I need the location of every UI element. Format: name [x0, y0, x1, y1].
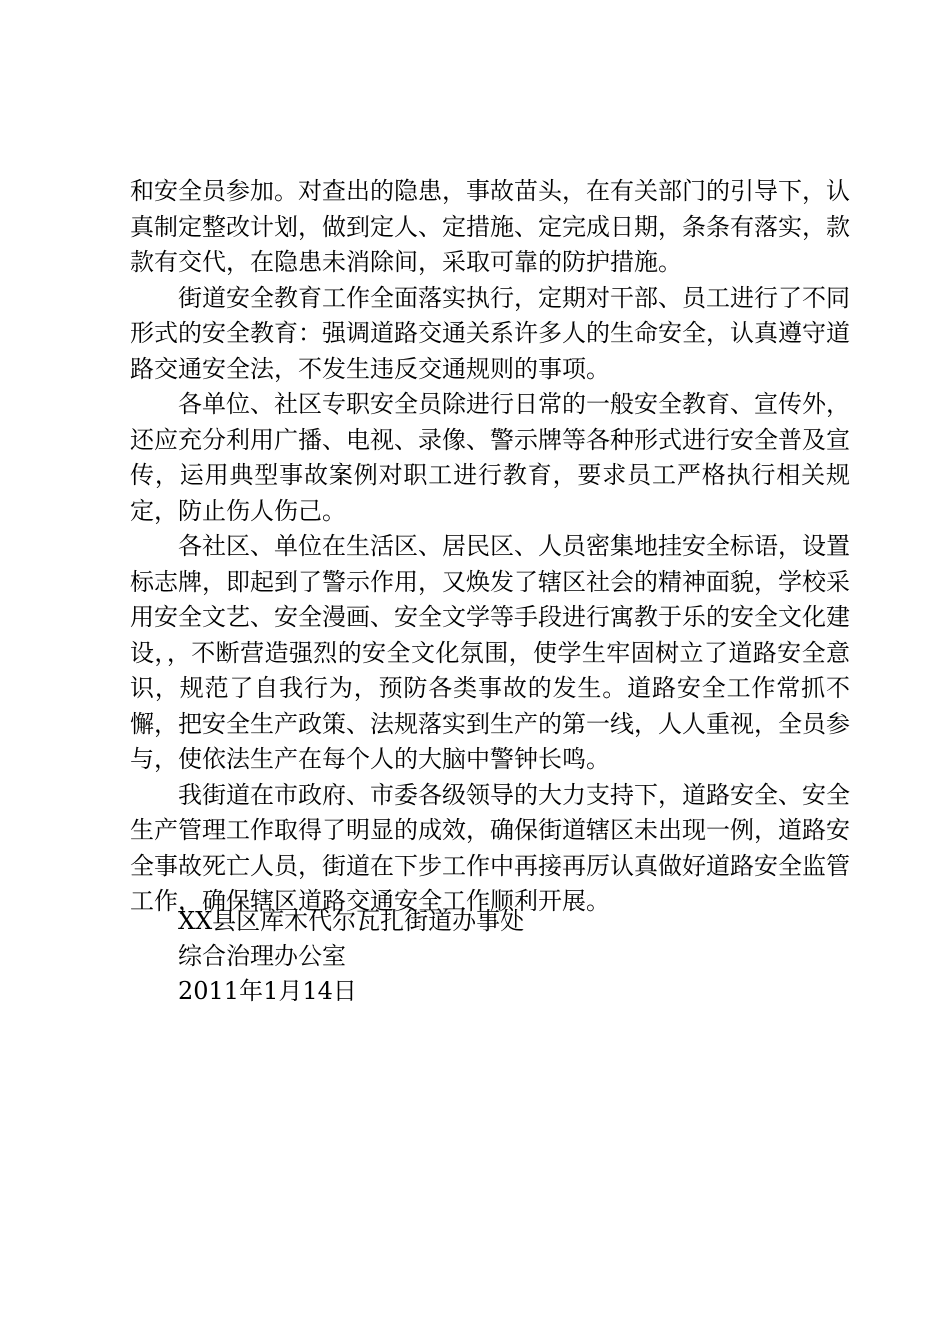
- signature-block: [178, 904, 524, 1009]
- signature-date: 2011年1月14日: [178, 977, 357, 1005]
- paragraph-safety-education: 街道安全教育工作全面落实执行，定期对干部、员工进行了不同形式的安全教育：强调道路交通关系许多人的生命安全，认真遵守道路交通安全法，不发生违反交通规则的事项。: [130, 283, 850, 383]
- document-body: [130, 174, 850, 920]
- signature-organization: XX县区库木代尔瓦扎街道办事处: [178, 907, 525, 935]
- paragraph-conclusion: 我街道在市政府、市委各级领导的大力支持下，道路安全、安全生产管理工作取得了明显的成效，确保街道辖区未出现一例，道路安全事故死亡人员，街道在下步工作中再接再厉认真做好道路安全监管工作，确保辖区道路交通安全工作顺利开展。: [130, 780, 850, 915]
- paragraph-community-signage: 各社区、单位在生活区、居民区、人员密集地挂安全标语，设置标志牌，即起到了警示作用，又焕发了辖区社会的精神面貌，学校采用安全文艺、安全漫画、安全文学等手段进行寓教于乐的安全文化建设，，不断营造强烈的安全文化氛围，使学生牢固树立了道路安全意识，规范了自我行为，预防各类事故的发生。道路安全工作常抓不懈，把安全生产政策、法规落实到生产的第一线，人人重视，全员参与，使依法生产在每个人的大脑中警钟长鸣。: [130, 532, 850, 773]
- paragraph-continuation: 和安全员参加。对查出的隐患，事故苗头，在有关部门的引导下，认真制定整改计划，做到定人、定措施、定完成日期，条条有落实，款款有交代，在隐患未消除间，采取可靠的防护措施。: [130, 177, 850, 276]
- signature-office: 综合治理办公室: [178, 942, 346, 970]
- paragraph-safety-officers: 各单位、社区专职安全员除进行日常的一般安全教育、宣传外，还应充分利用广播、电视、录像、警示牌等各种形式进行安全普及宣传，运用典型事故案例对职工进行教育，要求员工严格执行相关规定，防止伤人伤己。: [130, 390, 850, 525]
